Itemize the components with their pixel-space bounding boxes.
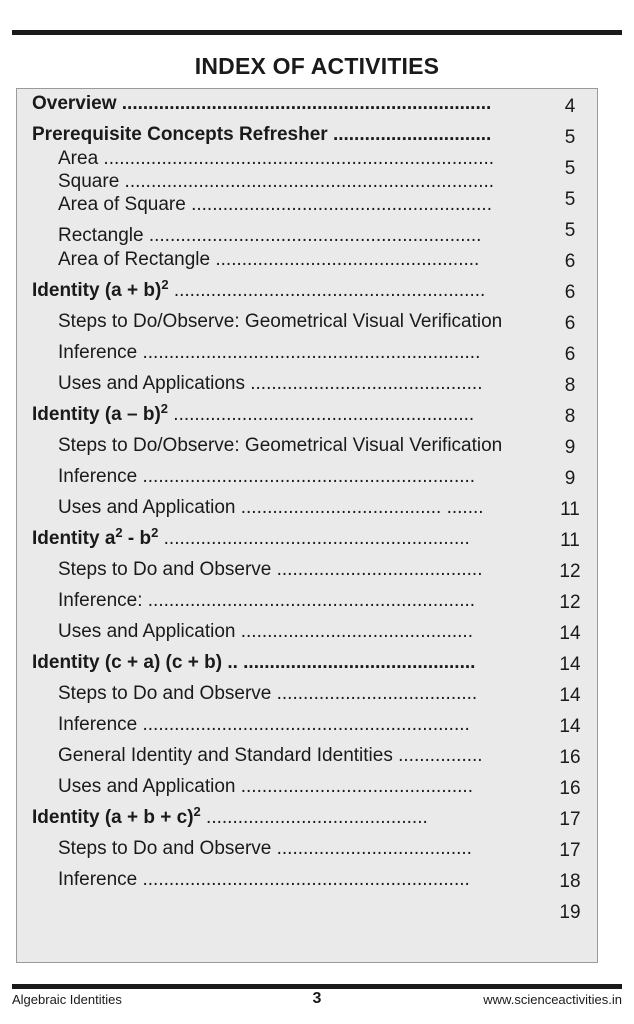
entry-label <box>58 193 492 217</box>
entry-label <box>58 558 483 582</box>
entry-label <box>58 465 475 489</box>
superscript: 2 <box>151 527 159 540</box>
entry-page-number: 9 <box>564 437 576 458</box>
entry-label <box>58 434 502 458</box>
bottom-rule <box>12 984 622 989</box>
entry-page-number: 6 <box>564 282 576 303</box>
entry-label <box>58 744 483 768</box>
entry-page-number: 5 <box>564 220 576 241</box>
entry-page-number: 11 <box>560 499 580 520</box>
entry-label <box>58 310 502 334</box>
entry-text: Square ...................................................................... <box>58 171 495 192</box>
footer-page-number: 3 <box>312 990 322 1007</box>
entry-text: Rectangle ............................................................... <box>58 225 482 246</box>
footer-website: www.scienceactivities.in <box>483 992 622 1007</box>
entry-page-number: 8 <box>564 375 576 396</box>
entry-label <box>58 372 483 396</box>
entry-text: Identity (a – b) <box>32 404 161 425</box>
entry-leader: .......................................... <box>200 807 428 828</box>
superscript: 2 <box>193 806 201 819</box>
entry-text: Inference .............................................................. <box>58 869 470 890</box>
entry-page-number: 8 <box>564 406 576 427</box>
entry-text: Identity (a + b) <box>32 280 162 301</box>
entry-text: Area .......................................................................... <box>58 148 495 169</box>
entry-label <box>58 248 479 272</box>
entry-page-number: 19 <box>559 902 581 923</box>
entry-label <box>58 589 475 613</box>
entry-leader: .......................................................... <box>158 528 470 549</box>
entry-text: Steps to Do and Observe ..................................... <box>58 838 472 859</box>
entry-page-number: 5 <box>564 158 576 179</box>
superscript: 2 <box>161 279 169 292</box>
entry-text: General Identity and Standard Identities ................ <box>58 745 483 766</box>
superscript: 2 <box>115 527 123 540</box>
entry-label <box>32 92 491 116</box>
entry-page-number: 4 <box>564 96 576 117</box>
entry-page-number: 5 <box>564 189 576 210</box>
entry-page-number: 14 <box>559 685 581 706</box>
entry-page-number: 14 <box>559 654 581 675</box>
entry-label <box>32 527 470 551</box>
entry-text: Uses and Applications ............................................ <box>58 373 483 394</box>
entry-leader: ......................................................... <box>168 404 475 425</box>
entry-text: Overview ...................................................................... <box>32 93 492 114</box>
entry-page-number: 6 <box>564 344 576 365</box>
entry-text: Area of Rectangle .................................................. <box>58 249 480 270</box>
top-rule <box>12 30 622 35</box>
entry-text: Steps to Do/Observe: Geometrical Visual Verification <box>58 311 503 332</box>
entry-text: Uses and Application ............................................ <box>58 621 473 642</box>
entry-label <box>58 341 480 365</box>
entry-page-number: 6 <box>564 313 576 334</box>
entry-text: Steps to Do and Observe ....................................... <box>58 559 483 580</box>
entry-page-number: 18 <box>559 871 581 892</box>
entry-page-number: 6 <box>564 251 576 272</box>
entry-text: Uses and Application ...................................... ....... <box>58 497 484 518</box>
entry-page-number: 17 <box>559 809 581 830</box>
entry-label <box>58 868 470 892</box>
entry-page-number: 14 <box>559 716 581 737</box>
entry-label <box>58 837 472 861</box>
entry-label <box>58 682 477 706</box>
entry-text: Prerequisite Concepts Refresher .............................. <box>32 124 492 145</box>
entry-text: Inference ................................................................ <box>58 342 481 363</box>
entry-page-number: 14 <box>559 623 581 644</box>
entry-text: Uses and Application ............................................ <box>58 776 473 797</box>
entry-text: Inference .............................................................. <box>58 714 470 735</box>
entry-label <box>58 170 494 194</box>
page-title: INDEX OF ACTIVITIES <box>194 53 440 79</box>
entry-text-mid: - b <box>122 528 152 549</box>
entry-text: Identity (c + a) (c + b) .. ............................................ <box>32 652 476 673</box>
entry-label <box>32 651 475 675</box>
entry-page-number: 12 <box>559 592 581 613</box>
entry-text: Inference: .............................................................. <box>58 590 476 611</box>
superscript: 2 <box>160 403 169 416</box>
entry-text: Identity (a + b + c) <box>32 807 194 828</box>
entry-page-number: 12 <box>559 561 581 582</box>
entry-page-number: 11 <box>560 530 580 551</box>
entry-label <box>32 403 474 427</box>
entry-text: Identity a <box>32 528 116 549</box>
entry-page-number: 16 <box>559 778 581 799</box>
entry-page-number: 9 <box>564 468 576 489</box>
entry-label <box>58 496 484 520</box>
entry-page-number: 17 <box>559 840 581 861</box>
entry-text: Area of Square ......................................................... <box>58 194 492 215</box>
index-panel <box>16 88 598 963</box>
entry-label <box>32 123 491 147</box>
entry-text: Steps to Do and Observe ...................................... <box>58 683 478 704</box>
entry-text: Steps to Do/Observe: Geometrical Visual Verification <box>58 435 503 456</box>
entry-label <box>58 147 494 171</box>
entry-text: Inference ............................................................... <box>58 466 476 487</box>
footer-book-title: Algebraic Identities <box>12 992 122 1007</box>
entry-page-number: 5 <box>564 127 576 148</box>
entry-label <box>58 620 473 644</box>
entry-label <box>58 775 473 799</box>
entry-leader: ........................................................... <box>168 280 486 301</box>
entry-label <box>58 224 481 248</box>
entry-label <box>58 713 470 737</box>
entry-page-number: 16 <box>559 747 581 768</box>
entry-label <box>32 279 485 303</box>
entry-label <box>32 806 428 830</box>
